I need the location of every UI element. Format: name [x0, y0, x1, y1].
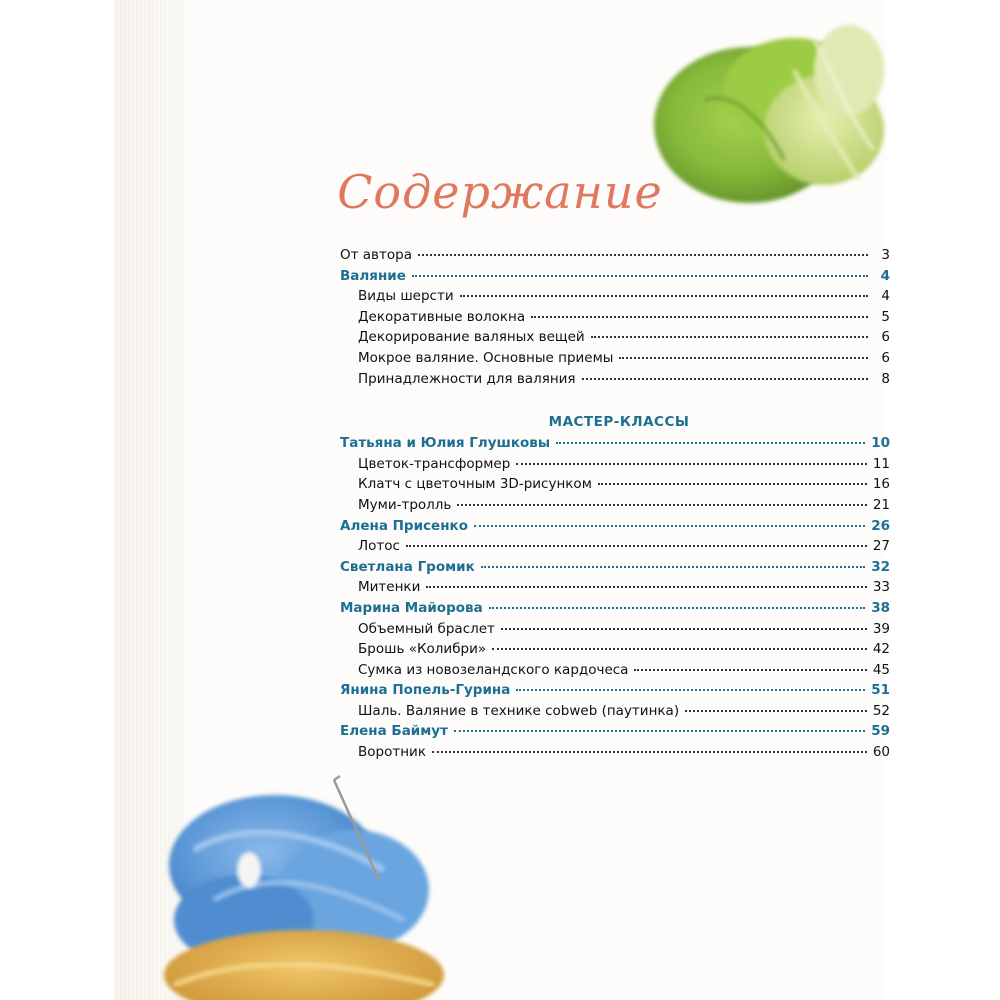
dot-leader: [516, 462, 867, 465]
toc-intro-list: [340, 247, 890, 391]
toc-entry-title: Воротник: [358, 744, 426, 761]
toc-page-number: 10: [871, 435, 890, 452]
toc-entry: [340, 621, 890, 642]
toc-section-entry: [340, 723, 890, 744]
toc-masterclass-list: [340, 435, 890, 765]
toc-section-entry: [340, 435, 890, 456]
dot-leader: [492, 647, 867, 650]
toc-page-number: 42: [872, 641, 890, 658]
toc-page-number: 5: [881, 308, 890, 325]
toc-entry: [340, 744, 890, 765]
dot-leader: [598, 482, 867, 485]
toc-page-number: 6: [881, 329, 890, 346]
toc-page-number: 8: [881, 370, 890, 387]
dot-leader: [474, 524, 865, 527]
dot-leader: [412, 274, 868, 277]
toc-entry-title: Алена Присенко: [340, 517, 468, 534]
toc-entry: [340, 247, 890, 268]
toc-page-number: 33: [872, 579, 890, 596]
book-page: [114, 0, 890, 1000]
page-title: Содержание: [337, 165, 663, 219]
dot-leader: [432, 750, 867, 753]
toc-entry: [340, 456, 890, 477]
toc-entry: [340, 476, 890, 497]
toc-page-number: 21: [872, 496, 890, 513]
toc-entry-title: Брошь «Колибри»: [358, 641, 487, 658]
toc-section-entry: [340, 600, 890, 621]
dot-leader: [556, 441, 865, 444]
toc-entry: [340, 662, 890, 683]
toc-page-number: 59: [871, 723, 890, 740]
toc-section-entry: [340, 682, 890, 703]
toc-entry: [340, 641, 890, 662]
dot-leader: [489, 606, 866, 609]
dot-leader: [582, 377, 868, 380]
dot-leader: [426, 585, 866, 588]
toc-section-entry: [340, 518, 890, 539]
toc-entry: [340, 538, 890, 559]
toc-entry: [340, 329, 890, 350]
toc-entry-title: Клатч с цветочным 3D-рисунком: [358, 476, 592, 493]
dot-leader: [481, 565, 865, 568]
toc-entry: [340, 497, 890, 518]
dot-leader: [531, 315, 868, 318]
toc-entry-title: Светлана Громик: [340, 558, 475, 575]
toc-page-number: 27: [872, 538, 890, 555]
toc-page-number: 45: [872, 661, 890, 678]
dot-leader: [634, 668, 866, 671]
toc-page-number: 60: [872, 744, 890, 761]
toc-entry: [340, 288, 890, 309]
dot-leader: [501, 627, 867, 630]
toc-page-number: 51: [871, 682, 890, 699]
toc-entry-title: Митенки: [358, 579, 421, 596]
toc-entry-title: Елена Баймут: [340, 723, 448, 740]
toc-entry: [340, 350, 890, 371]
toc-entry-title: Марина Майорова: [340, 599, 483, 616]
blue-wool-image: [154, 770, 444, 1000]
toc-page-number: 26: [871, 517, 890, 534]
toc-page-number: 16: [872, 476, 890, 493]
dot-leader: [406, 544, 867, 547]
toc-entry-title: От автора: [340, 247, 412, 263]
toc-entry: [340, 703, 890, 724]
dot-leader: [685, 709, 867, 712]
toc-entry: [340, 371, 890, 392]
toc-page-number: 4: [880, 267, 890, 284]
toc-entry-title: Муми-тролль: [358, 496, 452, 513]
toc-section-entry: [340, 268, 890, 289]
toc-entry-title: Принадлежности для валяния: [358, 370, 576, 387]
toc-entry-title: Цветок-трансформер: [358, 455, 511, 472]
dot-leader: [457, 503, 866, 506]
toc-entry-title: Татьяна и Юлия Глушковы: [340, 435, 551, 452]
toc-entry: [340, 579, 890, 600]
dot-leader: [454, 729, 865, 732]
toc-entry-title: Декорирование валяных вещей: [358, 329, 585, 346]
toc-entry-title: Сумка из новозеландского кардочеса: [358, 661, 629, 678]
dot-leader: [460, 294, 868, 297]
dot-leader: [591, 335, 868, 338]
toc-entry-title: Объемный браслет: [358, 620, 495, 637]
toc-page-number: 3: [881, 247, 890, 263]
toc-entry-title: Валяние: [340, 267, 406, 284]
toc-page-number: 11: [872, 455, 890, 472]
toc-entry-title: Лотос: [358, 538, 400, 555]
toc-page-number: 4: [881, 288, 890, 305]
dot-leader: [516, 688, 865, 691]
toc-page-number: 52: [872, 702, 890, 719]
toc-entry: [340, 309, 890, 330]
toc-page-number: 38: [871, 599, 890, 616]
dot-leader: [619, 356, 868, 359]
toc-section-entry: [340, 559, 890, 580]
toc-page-number: 39: [872, 620, 890, 637]
toc-entry-title: Декоративные волокна: [358, 308, 526, 325]
table-of-contents: [340, 247, 890, 765]
masterclass-heading: МАСТЕР-КЛАССЫ: [548, 414, 690, 431]
toc-entry-title: Шаль. Валяние в технике cobweb (паутинка): [358, 702, 680, 719]
toc-page-number: 6: [881, 349, 890, 366]
toc-entry-title: Виды шерсти: [358, 288, 454, 305]
toc-page-number: 32: [871, 558, 890, 575]
toc-entry-title: Мокрое валяние. Основные приемы: [358, 349, 614, 366]
dot-leader: [418, 253, 868, 256]
toc-entry-title: Янина Попель-Гурина: [340, 682, 511, 699]
